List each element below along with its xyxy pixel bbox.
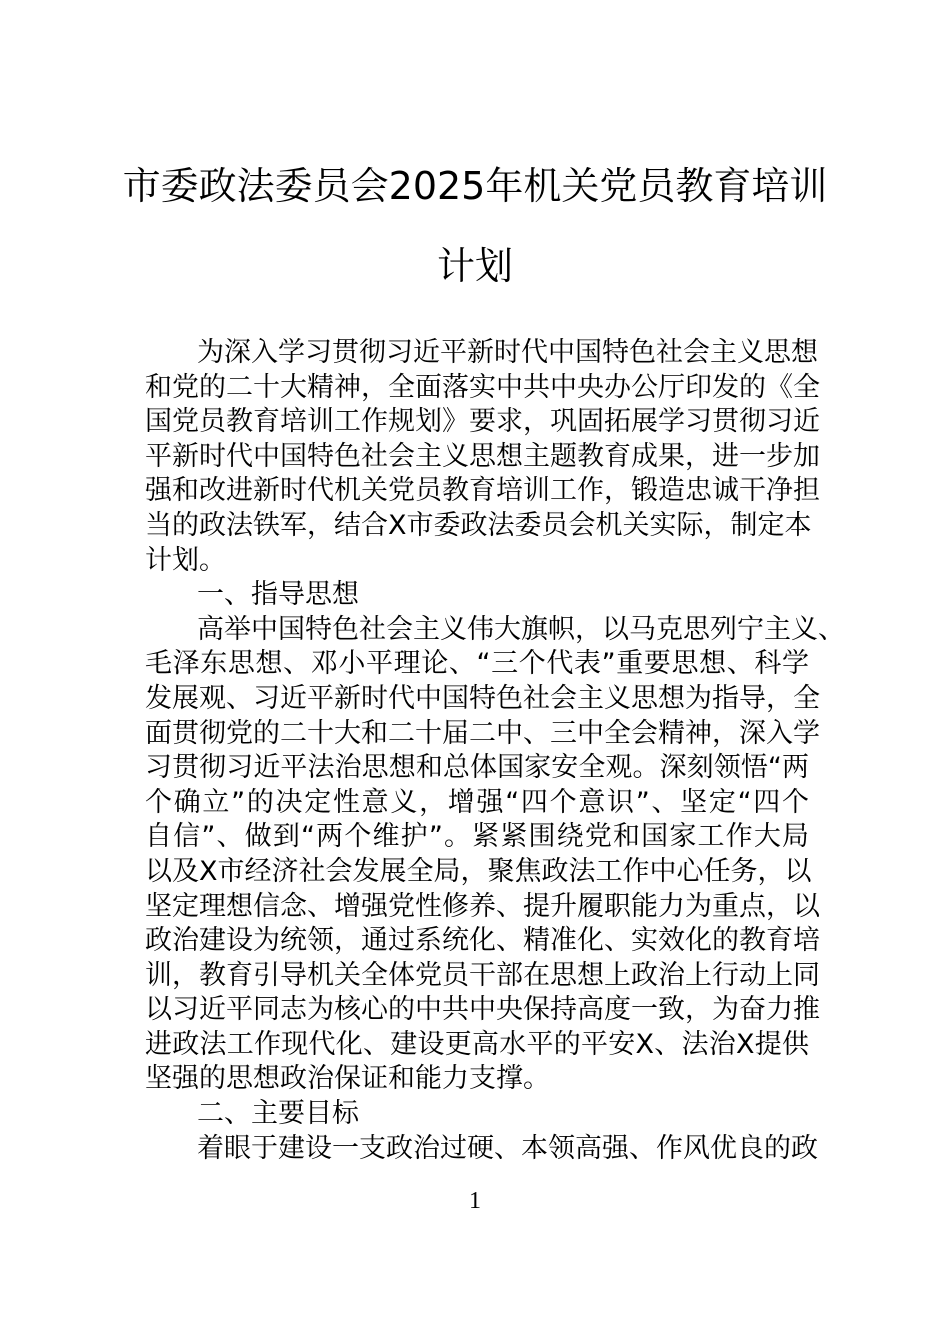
paragraph-line: 毛泽东思想、邓小平理论、“三个代表”重要思想、科学 <box>145 648 809 680</box>
paragraph-line: 坚定理想信念、增强党性修养、提升履职能力为重点，以 <box>145 890 820 922</box>
page-number: 1 <box>469 1188 481 1214</box>
paragraph-line: 自信”、做到“两个维护”。紧紧围绕党和国家工作大局 <box>145 821 809 853</box>
paragraph-line: 高举中国特色社会主义伟大旗帜，以马克思列宁主义、 <box>197 613 845 645</box>
paragraph-line: 为深入学习贯彻习近平新时代中国特色社会主义思想 <box>197 337 818 368</box>
paragraph-line: 发展观、习近平新时代中国特色社会主义思想为指导，全 <box>145 682 820 714</box>
paragraph-line: 强和改进新时代机关党员教育培训工作，锻造忠诚干净担 <box>145 475 820 507</box>
paragraph-line: 坚强的思想政治保证和能力支撑。 <box>145 1063 550 1095</box>
paragraph-line: 国党员教育培训工作规划》要求，巩固拓展学习贯彻习近 <box>145 406 820 438</box>
section-heading: 二、主要目标 <box>197 1098 359 1130</box>
paragraph-line: 着眼于建设一支政治过硬、本领高强、作风优良的政 <box>197 1132 818 1164</box>
paragraph-line: 以及X市经济社会发展全局，聚焦政法工作中心任务，以 <box>145 855 812 887</box>
paragraph-line: 个确立”的决定性意义，增强“四个意识”、坚定“四个 <box>145 786 809 818</box>
paragraph-line: 当的政法铁军，结合X市委政法委员会机关实际，制定本 <box>145 509 812 541</box>
paragraph-line: 平新时代中国特色社会主义思想主题教育成果，进一步加 <box>145 440 820 472</box>
paragraph-line: 计划。 <box>145 544 226 576</box>
paragraph-line: 面贯彻党的二十大和二十届二中、三中全会精神，深入学 <box>145 717 820 749</box>
paragraph-line: 习贯彻习近平法治思想和总体国家安全观。深刻领悟“两 <box>145 752 809 784</box>
paragraph-line: 政治建设为统领，通过系统化、精准化、实效化的教育培 <box>145 925 820 957</box>
document-title-line-1: 市委政法委员会2025年机关党员教育培训 <box>122 164 828 208</box>
paragraph-line: 以习近平同志为核心的中共中央保持高度一致，为奋力推 <box>145 994 820 1026</box>
document-title-line-2: 计划 <box>436 244 513 288</box>
paragraph-line: 和党的二十大精神，全面落实中共中央办公厅印发的《全 <box>145 371 820 403</box>
document-body <box>145 336 845 1166</box>
section-heading: 一、指导思想 <box>197 579 359 611</box>
paragraph-line: 进政法工作现代化、建设更高水平的平安X、法治X提供 <box>145 1028 809 1060</box>
paragraph-line: 训，教育引导机关全体党员干部在思想上政治上行动上同 <box>145 959 820 991</box>
